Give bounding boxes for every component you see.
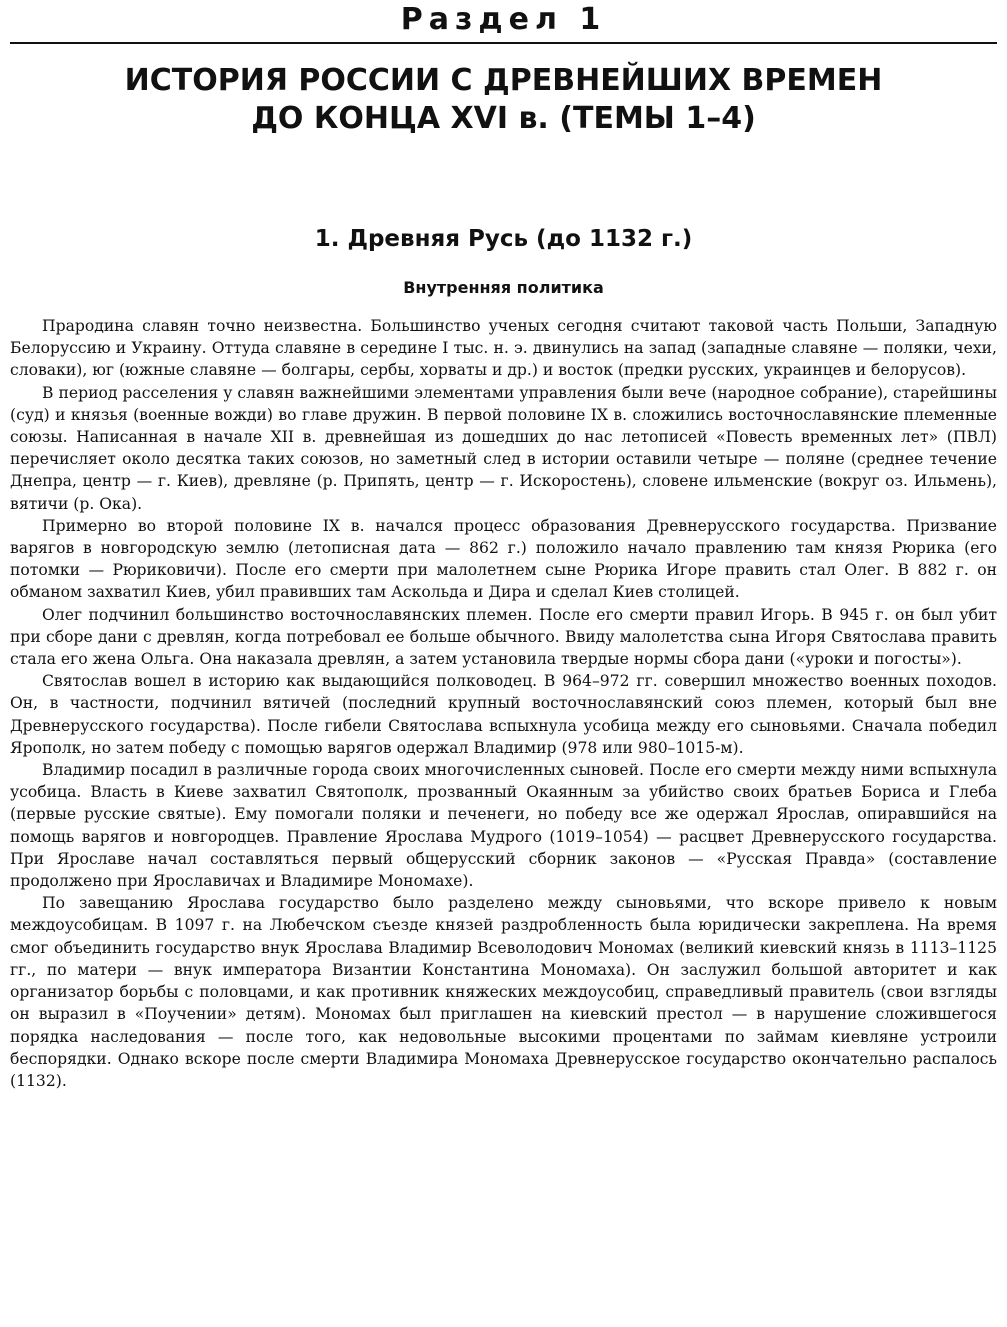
paragraph: В период расселения у славян важнейшими элементами управления были вече (народное собрание), старейшины (суд) и князья (военные вожди) во главе дружин. В первой половине IX в. сложились восточнославянские племенные союзы. Написанная в начале XII в. древнейшая из дошедших до нас летописей «Повесть временных лет» (ПВЛ) перечисляет около десятка таких союзов, но заметный след в истории оставили четыре — поляне (среднее течение Днепра, центр — г. Киев), древляне (р. Припять, центр — г. Искоростень), словене ильменские (вокруг оз. Ильмень), вятичи (р. Ока).	[10, 383, 997, 513]
paragraph: Олег подчинил большинство восточнославянских племен. После его смерти правил Игорь. В 945 г. он был убит при сборе дани с древлян, когда потребовал ее больше обычного. Ввиду малолетства сына Игоря Святослава править стала его жена Ольга. Она наказала древлян, а затем установила твердые нормы сбора дани («уроки и погосты»).	[10, 605, 997, 669]
subsection-title: Внутренняя политика	[403, 278, 604, 297]
paragraph: Прародина славян точно неизвестна. Большинство ученых сегодня считают таковой часть Польши, Западную Белоруссию и Украину. Оттуда славяне в середине I тыс. н. э. двинулись на запад (западные славяне — поляки, чехи, словаки), юг (южные славяне — болгары, сербы, хорваты и др.) и восток (предки русских, украинцев и белорусов).	[10, 317, 997, 380]
section-label: Раздел 1	[400, 2, 607, 37]
paragraph: По завещанию Ярослава государство было разделено между сыновьями, что вскоре привело к новым междоусобицам. В 1097 г. на Любечском съезде князей раздробленность была юридически закреплена. На время смог объединить государство внук Ярослава Владимир Всеволодович Мономах (великий киевский князь в 1113–1125 гг., по матери — внук императора Византии Константина Мономаха). Он заслужил большой авторитет и как организатор борьбы с половцами, и как противник княжеских междоусобиц, справедливый правитель (свои взгляды он выразил в «Поучении» детям). Мономах был приглашен на киевский престол — в нарушение сложившегося порядка наследования — после того, как недовольные высокими процентами по займам киевляне устроили беспорядки. Однако вскоре после смерти Владимира Мономаха Древнерусское государство окончательно распалось (1132).	[10, 894, 997, 1090]
section-title-line-2: ДО КОНЦА XVI в. (ТЕМЫ 1–4)	[251, 101, 756, 136]
paragraph: Примерно во второй половине IX в. начался процесс образования Древнерусского государства. Призвание варягов в новгородскую землю (летописная дата — 862 г.) положило начало правлению там князя Рюрика (его потомки — Рюриковичи). После его смерти при малолетнем сыне Рюрика Игоре править стал Олег. В 882 г. он обманом захватил Киев, убил правивших там Аскольда и Дира и сделал Киев столицей.	[10, 516, 997, 602]
page	[10, 0, 997, 1092]
paragraph: Владимир посадил в различные города своих многочисленных сыновей. После его смерти между ними вспыхнула усобица. Власть в Киеве захватил Святополк, прозванный Окаянным за убийство своих братьев Бориса и Глеба (первые русские святые). Ему помогали поляки и печенеги, но победу все же одержал Ярослав, опиравшийся на помощь варягов и новгородцев. Правление Ярослава Мудрого (1019–1054) — расцвет Древнерусского государства. При Ярославе начал составляться первый общерусский сборник законов — «Русская Правда» (составление продолжено при Ярославичах и Владимире Мономахе).	[10, 761, 997, 891]
section-title-line-1: ИСТОРИЯ РОССИИ С ДРЕВНЕЙШИХ ВРЕМЕН	[124, 63, 883, 98]
chapter-title: 1. Древняя Русь (до 1132 г.)	[314, 226, 693, 252]
section-divider	[10, 42, 997, 44]
section-title	[10, 62, 997, 138]
body-text	[10, 315, 997, 1092]
paragraph: Святослав вошел в историю как выдающийся полководец. В 964–972 гг. совершил множество военных походов. Он, в частности, подчинил вятичей (последний крупный восточнославянский союз племен, который был вне Древнерусского государства). После гибели Святослава вспыхнула усобица между его сыновьями. Сначала победил Ярополк, но затем победу с помощью варягов одержал Владимир (978 или 980–1015-м).	[10, 672, 997, 757]
